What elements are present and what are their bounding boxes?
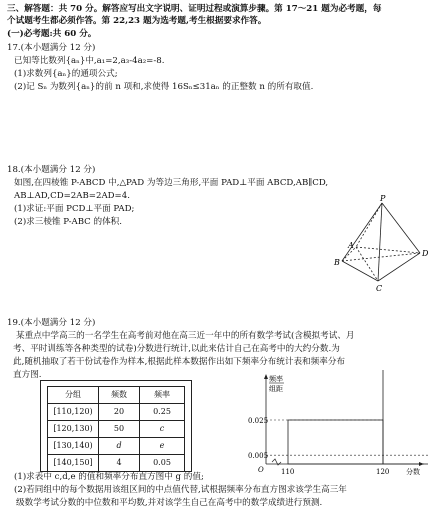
table-cell: e	[140, 438, 185, 455]
q19-line4: 直方图.	[13, 370, 42, 380]
pyramid-figure	[322, 195, 432, 295]
section-subheader: (一)必考题:共 60 分。	[7, 29, 97, 39]
q19-title: 19.(本小题满分 12 分)	[7, 318, 96, 328]
q18-title: 18.(本小题满分 12 分)	[7, 165, 96, 175]
frequency-table	[47, 386, 185, 472]
q17-title: 17.(本小题满分 12 分)	[7, 43, 96, 53]
q19-line3: 此,随机抽取了若干份试卷作为样本,根据此样本数据作出如下频率分布统计表和频率分布	[13, 357, 346, 367]
label-B: B	[334, 258, 340, 267]
histogram-bar	[288, 420, 383, 464]
table-cell: 20	[99, 404, 140, 421]
table-cell: 4	[99, 455, 140, 472]
q19-part2a: (2)若同组中的每个数据用该组区间的中点值代替,试根据频率分布直方图求该学生高三年	[14, 485, 347, 495]
table-row	[48, 421, 185, 438]
y-axis-arrow	[264, 374, 268, 379]
q18-part2: (2)求三棱锥 P-ABC 的体积.	[14, 217, 122, 227]
section-header-line2: 个试题考生都必须作答。第 22,23 题为选考题,考生根据要求作答。	[7, 16, 267, 26]
label-D: D	[422, 249, 429, 258]
q18-line1: 如图,在四棱锥 P-ABCD 中,△PAD 为等边三角形,平面 PAD⊥平面 ABCD,AB∥CD,	[14, 178, 329, 188]
q17-part2: (2)记 Sₙ 为数列{aₙ}的前 n 项和,求使得 16Sₙ≤31aₙ 的正整数 n 的所有取值.	[14, 82, 314, 92]
table-cell: 0.05	[140, 455, 185, 472]
table-cell: c	[140, 421, 185, 438]
section-header-line1: 三、解答题：共 70 分。解答应写出文字说明、证明过程或演算步骤。第 17～21 题为必考题，每	[7, 4, 382, 14]
q19-line1: 某重点中学高三的一名学生在高考前对他在高三近一年中的所有数学考试(含模拟考试、月	[16, 331, 355, 341]
label-C: C	[376, 284, 383, 293]
y-tick-label: 0.005	[248, 452, 269, 461]
table-cell: 0.25	[140, 404, 185, 421]
table-cell: [140,150]	[48, 455, 99, 472]
histogram-bar	[383, 370, 428, 464]
label-P: P	[380, 195, 386, 203]
table-row	[48, 404, 185, 421]
q17-part1: (1)求数列{aₙ}的通项公式;	[14, 69, 118, 79]
table-header-cell: 分组	[48, 387, 99, 404]
table-cell: [120,130)	[48, 421, 99, 438]
q18-part1: (1)求证:平面 PCD⊥平面 PAD;	[14, 204, 135, 214]
table-header-cell: 频率	[140, 387, 185, 404]
table-row	[48, 438, 185, 455]
origin-label: O	[258, 466, 264, 474]
q19-part2b: 级数学考试分数的中位数和平均数,并对该学生自己在高考中的数学成绩进行预测.	[16, 498, 323, 508]
table-cell: d	[99, 438, 140, 455]
table-cell: 50	[99, 421, 140, 438]
q17-given: 已知等比数列{aₙ}中,a₁=2,a₃-4a₂=-8.	[14, 56, 165, 66]
frequency-histogram	[228, 370, 428, 480]
table-header-cell: 频数	[99, 387, 140, 404]
label-A: A	[348, 241, 354, 250]
y-label-top: 频率	[269, 375, 283, 383]
table-cell: [130,140)	[48, 438, 99, 455]
table-cell: [110,120)	[48, 404, 99, 421]
table-header-row	[48, 387, 185, 404]
q19-line2: 考、平时训练等各种类型的试卷)分数进行统计,以此来估计自己在高考中的大约分数.为	[13, 344, 340, 354]
x-axis-label: 分数	[406, 468, 420, 476]
y-tick-label: 0.025	[248, 417, 269, 425]
x-tick-label: 110	[281, 468, 295, 476]
y-label-bottom: 组距	[269, 385, 283, 393]
x-tick-label: 120	[376, 468, 390, 476]
q18-line2: AB⊥AD,CD=2AB=2AD=4.	[14, 191, 130, 201]
table-row	[48, 455, 185, 472]
q19-part1: (1)求表中 c,d,e 的值和频率分布直方图中 g 的值;	[14, 472, 204, 482]
